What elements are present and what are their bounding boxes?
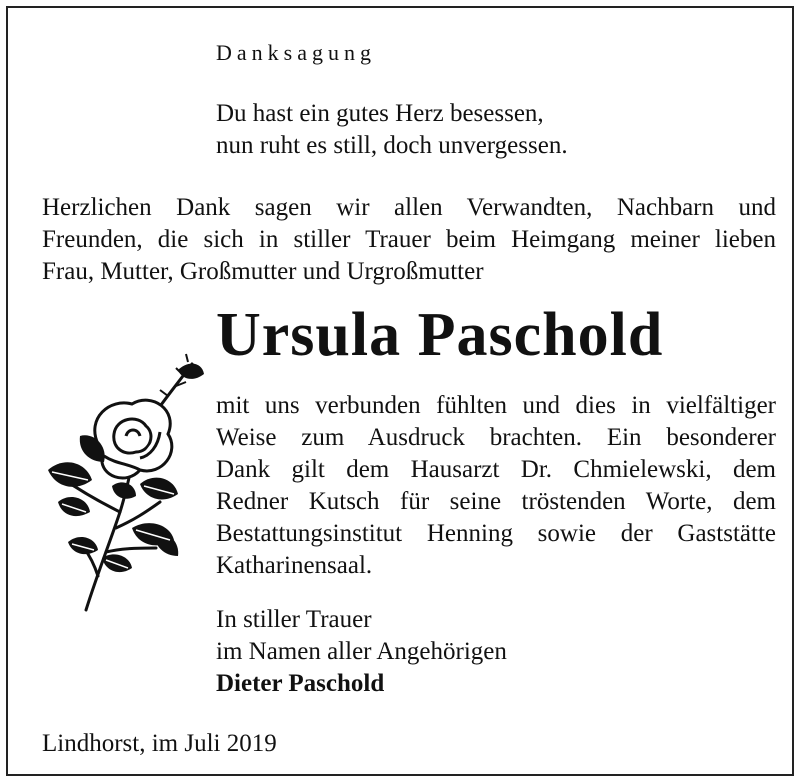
thanks-line: Bestattungsinstitut Henning sowie der Gaststätte xyxy=(216,520,776,547)
thanks-line: Redner Kutsch für seine tröstenden Worte, dem xyxy=(216,488,776,515)
signer-name: Dieter Paschold xyxy=(216,670,385,697)
place-date: Lindhorst, im Juli 2019 xyxy=(42,730,277,757)
intro-text xyxy=(42,192,776,288)
thanks-line: Weise zum Ausdruck brachten. Ein besonderer xyxy=(216,424,776,451)
closing-line: In stiller Trauer xyxy=(216,606,372,633)
closing-line: im Namen aller Angehörigen xyxy=(216,638,507,665)
verse-line: Du hast ein gutes Herz besessen, xyxy=(216,100,544,127)
thanks-line: Dank gilt dem Hausarzt Dr. Chmielewski, dem xyxy=(216,456,776,483)
deceased-name: Ursula Paschold xyxy=(216,301,664,369)
intro-line: Freunden, die sich in stiller Trauer beim Heimgang meiner lieben xyxy=(42,226,776,253)
obituary-notice xyxy=(6,6,794,776)
thanks-line: Katharinensaal. xyxy=(216,552,373,579)
signature-block xyxy=(216,604,507,700)
intro-line: Herzlichen Dank sagen wir allen Verwandten, Nachbarn und xyxy=(42,194,776,221)
thanks-text xyxy=(216,390,776,582)
verse xyxy=(216,98,568,162)
notice-heading: Danksagung xyxy=(216,40,376,65)
intro-line: Frau, Mutter, Großmutter und Urgroßmutter xyxy=(42,258,484,285)
rose-icon xyxy=(28,352,208,614)
thanks-line: mit uns verbunden fühlten und dies in vielfältiger xyxy=(216,392,776,419)
verse-line: nun ruht es still, doch unvergessen. xyxy=(216,132,568,159)
